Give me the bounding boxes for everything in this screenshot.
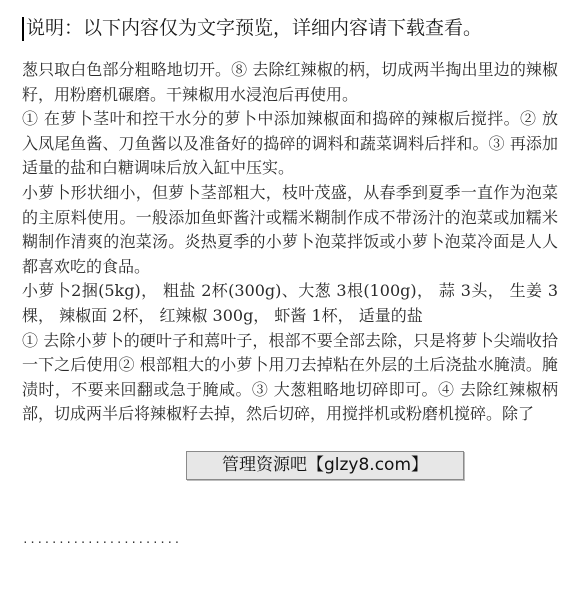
preview-notice-text: 说明：以下内容仅为文字预览，详细内容请下载查看。 [26, 17, 483, 39]
paragraph: 葱只取白色部分粗略地切开。⑧ 去除红辣椒的柄，切成两半掏出里边的辣椒籽，用粉磨机碾磨。干辣椒用水浸泡后再使用。 [22, 60, 558, 104]
paragraph: ① 在萝卜茎叶和控干水分的萝卜中添加辣椒面和捣碎的辣椒后搅拌。② 放入凤尾鱼酱、刀鱼酱以及准备好的捣碎的调料和蔬菜调料后拌和。③ 再添加适量的盐和白糖调味后放入缸中压实。 [22, 109, 558, 178]
watermark-banner [186, 451, 464, 480]
continuation-dots: ······················ [22, 538, 181, 548]
text-cursor [22, 17, 24, 41]
watermark-text: 管理资源吧【glzy8.com】 [221, 455, 429, 475]
paragraph: 小萝卜形状细小，但萝卜茎部粗大，枝叶茂盛，从春季到夏季一直作为泡菜的主原料使用。一般添加鱼虾酱汁或糯米糊制作成不带汤汁的泡菜或加糯米糊制作清爽的泡菜汤。炎热夏季的小萝卜泡菜拌饭或小萝卜泡菜冷面是人人都喜欢吃的食品。 [22, 182, 558, 276]
paragraph: 小萝卜2捆(5kg)， 粗盐 2杯(300g)、大葱 3根(100g)， 蒜 3头， 生姜 3棵， 辣椒面 2杯， 红辣椒 300g， 虾酱 1杯， 适量的盐 [22, 281, 558, 325]
preview-notice [22, 14, 578, 42]
paragraph: ① 去除小萝卜的硬叶子和蔫叶子，根部不要全部去除，只是将萝卜尖端收拾一下之后使用② 根部粗大的小萝卜用刀去掉粘在外层的土后浇盐水腌渍。腌渍时，不要来回翻或急于腌咸。③ 大葱粗略地切碎即可。④ 去除红辣椒柄部，切成两半后将辣椒籽去掉，然后切碎，用搅拌机或粉磨机搅碎。除了 [22, 330, 558, 424]
document-body [22, 58, 558, 427]
